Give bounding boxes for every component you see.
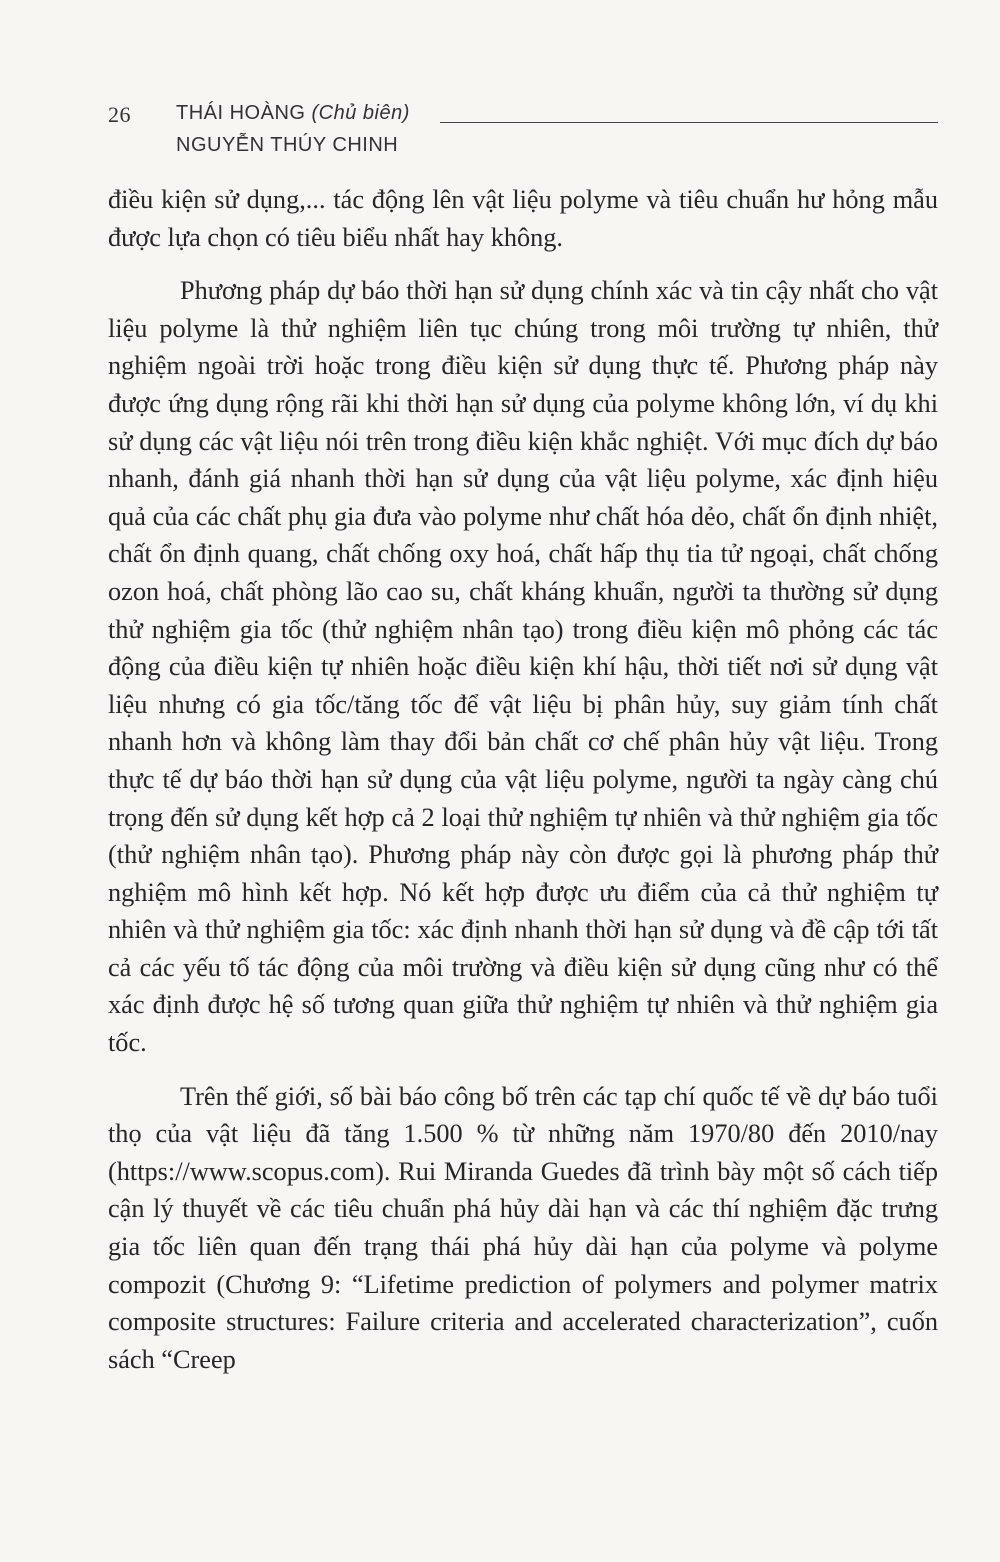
header-author-line xyxy=(176,102,410,125)
body-paragraph-test-methods: Phương pháp dự báo thời hạn sử dụng chính xác và tin cậy nhất cho vật liệu polyme là thử nghiệm liên tục chúng trong môi trường tự nhiên, thử nghiệm ngoài trời hoặc trong điều kiện sử dụng thực tế. Phương pháp này được ứng dụng rộng rãi khi thời hạn sử dụng của polyme không lớn, ví dụ khi sử dụng các vật liệu nói trên trong điều kiện khắc nghiệt. Với mục đích dự báo nhanh, đánh giá nhanh thời hạn sử dụng của vật liệu polyme, xác định hiệu quả của các chất phụ gia đưa vào polyme như chất hóa dẻo, chất ổn định nhiệt, chất ổn định quang, chất chống oxy hoá, chất hấp thụ tia tử ngoại, chất chống ozon hoá, chất phòng lão cao su, chất kháng khuẩn, người ta thường sử dụng thử nghiệm gia tốc (thử nghiệm nhân tạo) trong điều kiện mô phỏng các tác động của điều kiện tự nhiên hoặc điều kiện khí hậu, thời tiết nơi sử dụng vật liệu nhưng có gia tốc/tăng tốc để vật liệu bị phân hủy, suy giảm tính chất nhanh hơn và không làm thay đổi bản chất cơ chế phân hủy vật liệu. Trong thực tế dự báo thời hạn sử dụng của vật liệu polyme, người ta ngày càng chú trọng đến sử dụng kết hợp cả 2 loại thử nghiệm tự nhiên và thử nghiệm gia tốc (thử nghiệm nhân tạo). Phương pháp này còn được gọi là phương pháp thử nghiệm mô hình kết hợp. Nó kết hợp được ưu điểm của cả thử nghiệm tự nhiên và thử nghiệm gia tốc: xác định nhanh thời hạn sử dụng và đề cập tới tất cả các yếu tố tác động của môi trường và điều kiện sử dụng cũng như có thể xác định được hệ số tương quan giữa thử nghiệm tự nhiên và thử nghiệm gia tốc. xyxy=(108,276,938,1058)
header-author2-name: NGUYỄN THÚY CHINH xyxy=(176,134,399,156)
header-author1-role: (Chủ biên) xyxy=(311,102,410,124)
body-paragraph-continued: điều kiện sử dụng,... tác động lên vật liệu polyme và tiêu chuẩn hư hỏng mẫu được lựa chọn có tiêu biểu nhất hay không. xyxy=(108,185,938,252)
page-header xyxy=(108,96,938,166)
page-number: 26 xyxy=(108,102,131,127)
header-author1-name: THÁI HOÀNG xyxy=(176,102,306,124)
header-rule xyxy=(440,122,938,123)
page-body xyxy=(108,181,938,1378)
body-paragraph-literature: Trên thế giới, số bài báo công bố trên các tạp chí quốc tế về dự báo tuổi thọ của vật liệu đã tăng 1.500 % từ những năm 1970/80 đến 2010/nay (https://www.scopus.com). Rui Miranda Guedes đã trình bày một số cách tiếp cận lý thuyết về các tiêu chuẩn phá hủy dài hạn và các thí nghiệm đặc trưng gia tốc liên quan đến trạng thái phá hủy dài hạn của polyme và polyme compozit (Chương 9: “Lifetime prediction of polymers and polymer matrix composite structures: Failure criteria and accelerated characterization”, cuốn sách “Creep xyxy=(108,1081,938,1374)
